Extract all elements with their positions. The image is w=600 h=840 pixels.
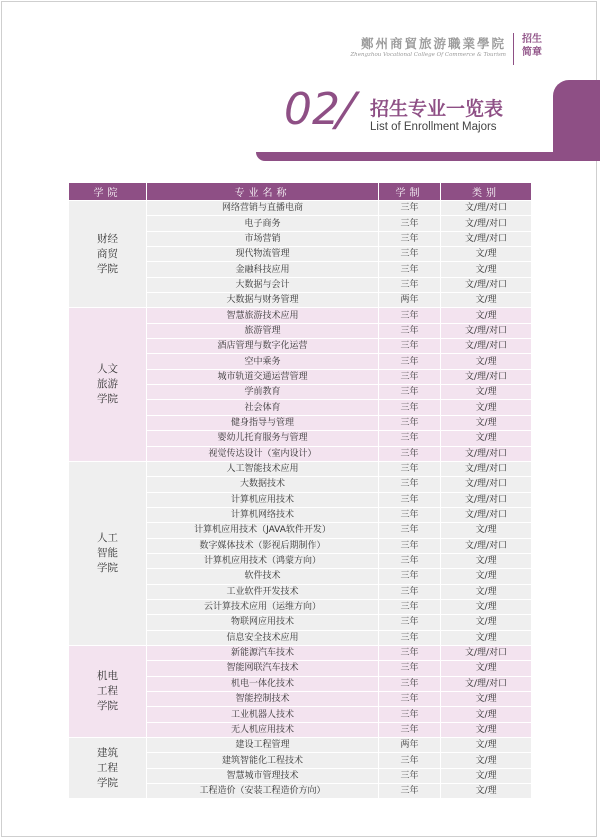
- category-cell: 文/理: [441, 553, 532, 568]
- duration-cell: 三年: [379, 262, 441, 277]
- table-row: [69, 308, 532, 323]
- college-cell: [69, 308, 147, 461]
- college-cell: [69, 645, 147, 737]
- major-name-cell: 学前教育: [147, 385, 379, 400]
- major-name-cell: 大数据技术: [147, 477, 379, 492]
- category-cell: 文/理: [441, 293, 532, 308]
- major-name-cell: 健身指导与管理: [147, 415, 379, 430]
- category-cell: 文/理/对口: [441, 492, 532, 507]
- college-name: 鄭州商貿旅游職業學院: [360, 36, 506, 51]
- duration-cell: 三年: [379, 753, 441, 768]
- major-name-cell: 计算机应用技术（鸿蒙方向）: [147, 553, 379, 568]
- major-name-cell: 市场营销: [147, 231, 379, 246]
- section-slash: /: [334, 82, 358, 136]
- category-cell: 文/理: [441, 784, 532, 799]
- duration-cell: 三年: [379, 477, 441, 492]
- major-name-cell: 计算机应用技术（JAVA软件开发）: [147, 523, 379, 538]
- category-cell: 文/理/对口: [441, 339, 532, 354]
- college-name-label: 财经商贸学院: [97, 232, 118, 275]
- majors-table-container: [68, 182, 531, 799]
- category-cell: 文/理: [441, 707, 532, 722]
- major-name-cell: 大数据与会计: [147, 277, 379, 292]
- major-name-cell: 电子商务: [147, 216, 379, 231]
- table-row: [69, 201, 532, 216]
- duration-cell: 三年: [379, 492, 441, 507]
- duration-cell: 三年: [379, 553, 441, 568]
- duration-cell: 三年: [379, 216, 441, 231]
- header-duration: 学制: [379, 183, 441, 201]
- duration-cell: 三年: [379, 661, 441, 676]
- category-cell: 文/理: [441, 615, 532, 630]
- header-divider: [513, 33, 514, 65]
- duration-cell: 两年: [379, 293, 441, 308]
- major-name-cell: 酒店管理与数字化运营: [147, 339, 379, 354]
- major-name-cell: 城市轨道交通运营管理: [147, 369, 379, 384]
- major-name-cell: 机电一体化技术: [147, 676, 379, 691]
- duration-cell: 三年: [379, 201, 441, 216]
- category-cell: 文/理/对口: [441, 507, 532, 522]
- section-subtitle: List of Enrollment Majors: [370, 121, 497, 133]
- major-name-cell: 人工智能技术应用: [147, 461, 379, 476]
- page-header: [276, 24, 576, 64]
- category-cell: 文/理: [441, 385, 532, 400]
- major-name-cell: 视觉传达设计（室内设计）: [147, 446, 379, 461]
- duration-cell: 三年: [379, 354, 441, 369]
- duration-cell: 三年: [379, 692, 441, 707]
- category-cell: 文/理: [441, 722, 532, 737]
- major-name-cell: 无人机应用技术: [147, 722, 379, 737]
- major-name-cell: 建筑智能化工程技术: [147, 753, 379, 768]
- category-cell: 文/理: [441, 738, 532, 753]
- category-cell: 文/理: [441, 431, 532, 446]
- college-cell: [69, 738, 147, 799]
- section-number: 02: [284, 84, 340, 135]
- category-cell: 文/理/对口: [441, 201, 532, 216]
- duration-cell: 三年: [379, 247, 441, 262]
- category-cell: 文/理/对口: [441, 676, 532, 691]
- duration-cell: 三年: [379, 461, 441, 476]
- category-cell: 文/理: [441, 599, 532, 614]
- major-name-cell: 空中乘务: [147, 354, 379, 369]
- major-name-cell: 计算机网络技术: [147, 507, 379, 522]
- college-english-name: Zhengzhou Vocational College Of Commerce & Tourism: [350, 52, 506, 58]
- major-name-cell: 工业机器人技术: [147, 707, 379, 722]
- major-name-cell: 大数据与财务管理: [147, 293, 379, 308]
- category-cell: 文/理/对口: [441, 477, 532, 492]
- category-cell: 文/理: [441, 262, 532, 277]
- section-title: 招生专业一览表: [370, 98, 504, 120]
- category-cell: 文/理: [441, 247, 532, 262]
- title-accent-tab: [553, 80, 600, 160]
- header-major: 专业名称: [147, 183, 379, 201]
- duration-cell: 三年: [379, 707, 441, 722]
- category-cell: 文/理/对口: [441, 446, 532, 461]
- duration-cell: 三年: [379, 523, 441, 538]
- category-cell: 文/理: [441, 753, 532, 768]
- category-cell: 文/理/对口: [441, 538, 532, 553]
- major-name-cell: 建设工程管理: [147, 738, 379, 753]
- table-header-row: [69, 183, 532, 201]
- major-name-cell: 智能网联汽车技术: [147, 661, 379, 676]
- duration-cell: 三年: [379, 446, 441, 461]
- category-cell: 文/理/对口: [441, 277, 532, 292]
- college-cell: [69, 461, 147, 645]
- table-row: [69, 461, 532, 476]
- duration-cell: 三年: [379, 323, 441, 338]
- duration-cell: 三年: [379, 615, 441, 630]
- category-cell: 文/理: [441, 630, 532, 645]
- college-name-label: 机电工程学院: [97, 670, 118, 712]
- major-name-cell: 婴幼儿托育服务与管理: [147, 431, 379, 446]
- category-cell: 文/理/对口: [441, 645, 532, 660]
- header-college: 学院: [69, 183, 147, 201]
- duration-cell: 三年: [379, 538, 441, 553]
- category-cell: 文/理: [441, 523, 532, 538]
- table-row: [69, 645, 532, 660]
- category-cell: 文/理: [441, 354, 532, 369]
- college-name-label: 人文旅游学院: [97, 363, 118, 406]
- duration-cell: 三年: [379, 231, 441, 246]
- major-name-cell: 社会体育: [147, 400, 379, 415]
- duration-cell: 三年: [379, 507, 441, 522]
- major-name-cell: 信息安全技术应用: [147, 630, 379, 645]
- category-cell: 文/理: [441, 692, 532, 707]
- duration-cell: 三年: [379, 584, 441, 599]
- major-name-cell: 网络营销与直播电商: [147, 201, 379, 216]
- category-cell: 文/理: [441, 569, 532, 584]
- major-name-cell: 工程造价（安装工程造价方向）: [147, 784, 379, 799]
- duration-cell: 三年: [379, 277, 441, 292]
- category-cell: 文/理: [441, 584, 532, 599]
- college-name-label: 人工智能学院: [97, 531, 118, 574]
- header-category: 类别: [441, 183, 532, 201]
- duration-cell: 三年: [379, 415, 441, 430]
- duration-cell: 三年: [379, 768, 441, 783]
- duration-cell: 三年: [379, 308, 441, 323]
- duration-cell: 三年: [379, 385, 441, 400]
- duration-cell: 三年: [379, 630, 441, 645]
- major-name-cell: 金融科技应用: [147, 262, 379, 277]
- category-cell: 文/理: [441, 415, 532, 430]
- major-name-cell: 云计算技术应用（运维方向）: [147, 599, 379, 614]
- category-cell: 文/理/对口: [441, 461, 532, 476]
- title-accent-bar: [256, 152, 600, 161]
- duration-cell: 三年: [379, 569, 441, 584]
- duration-cell: 三年: [379, 599, 441, 614]
- category-cell: 文/理/对口: [441, 369, 532, 384]
- category-cell: 文/理: [441, 400, 532, 415]
- major-name-cell: 计算机应用技术: [147, 492, 379, 507]
- major-name-cell: 物联网应用技术: [147, 615, 379, 630]
- guide-label: 招生简章: [522, 34, 542, 58]
- major-name-cell: 软件技术: [147, 569, 379, 584]
- major-name-cell: 数字媒体技术（影视后期制作）: [147, 538, 379, 553]
- major-name-cell: 旅游管理: [147, 323, 379, 338]
- category-cell: 文/理/对口: [441, 323, 532, 338]
- category-cell: 文/理: [441, 661, 532, 676]
- duration-cell: 三年: [379, 676, 441, 691]
- duration-cell: 三年: [379, 369, 441, 384]
- category-cell: 文/理: [441, 768, 532, 783]
- major-name-cell: 工业软件开发技术: [147, 584, 379, 599]
- major-name-cell: 智慧旅游技术应用: [147, 308, 379, 323]
- table-row: [69, 738, 532, 753]
- duration-cell: 三年: [379, 645, 441, 660]
- duration-cell: 三年: [379, 722, 441, 737]
- category-cell: 文/理: [441, 308, 532, 323]
- duration-cell: 三年: [379, 431, 441, 446]
- category-cell: 文/理/对口: [441, 231, 532, 246]
- category-cell: 文/理/对口: [441, 216, 532, 231]
- duration-cell: 两年: [379, 738, 441, 753]
- duration-cell: 三年: [379, 339, 441, 354]
- major-name-cell: 新能源汽车技术: [147, 645, 379, 660]
- major-name-cell: 智能控制技术: [147, 692, 379, 707]
- duration-cell: 三年: [379, 400, 441, 415]
- table-body: [69, 201, 532, 799]
- majors-table: [68, 182, 532, 799]
- major-name-cell: 现代物流管理: [147, 247, 379, 262]
- major-name-cell: 智慧城市管理技术: [147, 768, 379, 783]
- duration-cell: 三年: [379, 784, 441, 799]
- college-cell: [69, 201, 147, 308]
- college-name-label: 建筑工程学院: [97, 746, 118, 789]
